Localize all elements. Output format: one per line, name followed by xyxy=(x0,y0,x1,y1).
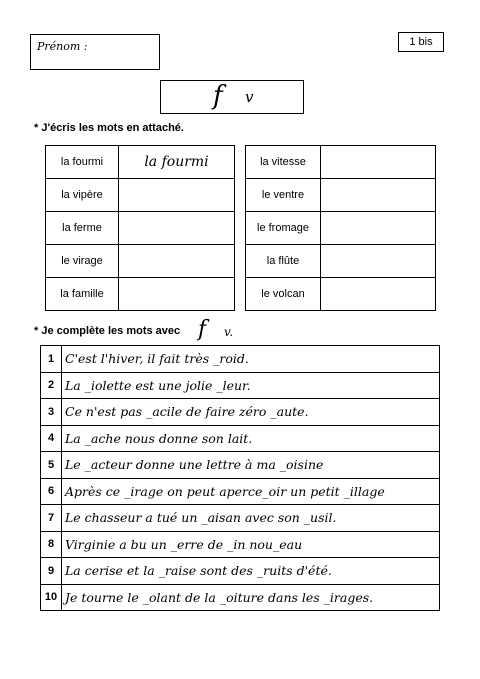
table-row xyxy=(246,146,436,179)
answer-cell[interactable] xyxy=(119,179,235,212)
sentence-number: 9 xyxy=(41,558,62,585)
table-row xyxy=(46,212,235,245)
word-cell: le virage xyxy=(46,245,119,278)
sentence-text[interactable]: Je tourne le _olant de la _oiture dans les _irages. xyxy=(62,584,440,611)
sentence-row xyxy=(41,478,440,505)
table-row xyxy=(246,245,436,278)
instruction-text: * Je complète les mots avec xyxy=(34,325,181,337)
sentence-row xyxy=(41,372,440,399)
sentence-text[interactable]: Après ce _irage on peut aperce_oir un petit _illage xyxy=(62,478,440,505)
word-cell: la vipère xyxy=(46,179,119,212)
sentence-number: 5 xyxy=(41,452,62,479)
answer-cell[interactable] xyxy=(119,212,235,245)
sentence-text[interactable]: La _ache nous donne son lait. xyxy=(62,425,440,452)
sentence-text[interactable]: La cerise et la _raise sont des _ruits d'été. xyxy=(62,558,440,585)
sentence-row xyxy=(41,346,440,373)
instruction-complete-words xyxy=(34,317,234,342)
letter-v: v xyxy=(245,88,254,106)
sentence-number: 4 xyxy=(41,425,62,452)
table-row xyxy=(46,245,235,278)
answer-cell[interactable] xyxy=(321,212,436,245)
sentence-row xyxy=(41,584,440,611)
sentence-text[interactable]: Ce n'est pas _acile de faire zéro _aute. xyxy=(62,399,440,426)
word-cell: le fromage xyxy=(246,212,321,245)
sentence-number: 3 xyxy=(41,399,62,426)
sentence-row xyxy=(41,558,440,585)
table-row xyxy=(246,179,436,212)
sentence-text[interactable]: Virginie a bu un _erre de _in nou_eau xyxy=(62,531,440,558)
sentences-table xyxy=(40,345,440,611)
word-cell: la vitesse xyxy=(246,146,321,179)
word-cell: la famille xyxy=(46,278,119,311)
sentence-number: 8 xyxy=(41,531,62,558)
sentence-text[interactable]: La _iolette est une jolie _leur. xyxy=(62,372,440,399)
letter-f: f xyxy=(198,317,207,342)
table-row xyxy=(46,179,235,212)
table-row xyxy=(246,278,436,311)
answer-cell[interactable] xyxy=(119,245,235,278)
word-cell: la flûte xyxy=(246,245,321,278)
name-label: Prénom : xyxy=(37,40,88,53)
letter-v: v. xyxy=(224,325,234,339)
word-cell: la ferme xyxy=(46,212,119,245)
word-cell: la fourmi xyxy=(46,146,119,179)
words-table-right xyxy=(245,145,436,311)
sentence-number: 7 xyxy=(41,505,62,532)
table-row xyxy=(46,278,235,311)
name-box[interactable] xyxy=(30,34,160,70)
answer-cell[interactable] xyxy=(321,146,436,179)
answer-cell[interactable] xyxy=(119,278,235,311)
sentence-row xyxy=(41,399,440,426)
level-badge: 1 bis xyxy=(398,32,444,52)
answer-cell[interactable] xyxy=(321,245,436,278)
instruction-write-words: * J'écris les mots en attaché. xyxy=(34,122,184,134)
table-row xyxy=(246,212,436,245)
answer-cell[interactable] xyxy=(321,179,436,212)
answer-cell[interactable]: la fourmi xyxy=(119,146,235,179)
sentence-text[interactable]: C'est l'hiver, il fait très _roid. xyxy=(62,346,440,373)
sentence-number: 6 xyxy=(41,478,62,505)
sentence-number: 2 xyxy=(41,372,62,399)
word-cell: le volcan xyxy=(246,278,321,311)
sentence-row xyxy=(41,452,440,479)
sentence-row xyxy=(41,425,440,452)
letter-f: f xyxy=(213,81,223,111)
sentence-row xyxy=(41,531,440,558)
sentence-text[interactable]: Le chasseur a tué un _aisan avec son _usil. xyxy=(62,505,440,532)
letters-box xyxy=(160,80,304,114)
words-table-left xyxy=(45,145,235,311)
sentence-number: 10 xyxy=(41,584,62,611)
sentence-number: 1 xyxy=(41,346,62,373)
word-cell: le ventre xyxy=(246,179,321,212)
answer-cell[interactable] xyxy=(321,278,436,311)
sentence-text[interactable]: Le _acteur donne une lettre à ma _oisine xyxy=(62,452,440,479)
sentence-row xyxy=(41,505,440,532)
table-row xyxy=(46,146,235,179)
